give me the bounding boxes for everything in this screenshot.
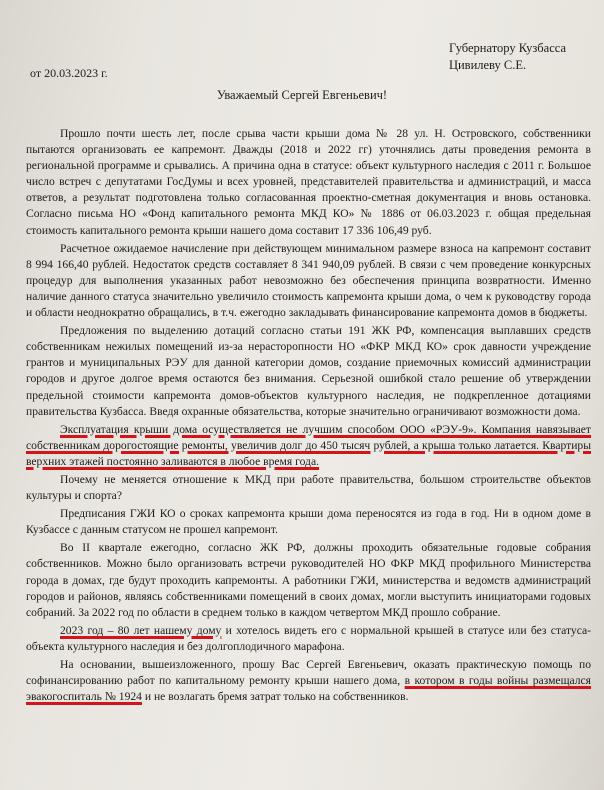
paragraph-9: [26, 657, 591, 705]
highlighted-text: Эксплуатация крыши дома осуществляется не лучшим способом ООО «РЭУ-9». Компания навязывает собственникам дорогостоящие ремонты, увеличив долг до 450 тысяч рублей, а крыша только латается. Квартиры верхних этажей постоянно заливаются в любое время года.: [26, 422, 591, 468]
paragraph-4: [26, 422, 591, 470]
paragraph-3: Предложения по выделению дотаций согласно статьи 191 ЖК РФ, компенсация выплавших средств собственникам нежилых помещений из-за нерасторопности НО «ФКР МКД КО» срок давности учреждение грантов и муниципальных РЭУ для данной категории домов, создание приемочных комиссий администрации городов и другое долгое время остаются без внимания. Серьезной ошибкой стало решение об утверждении предельной стоимости капремонта домов-объектов культурного наследия, не подкрепленное дотациями правительства Кузбасса. Введя охранные обязательства, которые значительно ограничивают возможности дома.: [26, 324, 591, 418]
addressee-title: Губернатору Кузбасса: [448, 41, 566, 55]
paragraph-text: На основании, вышеизложенного, прошу Вас Сергей Евгеньевич, оказать практическую помощь по софинансированию работ по капитальному ремонту крыши нашего дома,: [26, 658, 591, 688]
addressee-block: [449, 40, 566, 74]
paragraph-2: Расчетное ожидаемое начисление при действующем минимальном размере взноса на капремонт составит 8 994 166,40 рублей. Недостаток средств составляет 8 341 940,09 рублей. В связи с чем проведение конкурсных процедур для выполнения указанных работ невозможно без обеспечения принципа возвратности. Именно наличие данного статуса значительно увеличило стоимость капремонта крыши дома, о чем к руководству города и области неоднократно обращались, в т.ч. ежегодно закладывать финансирование капремонта домов в бюджеты.: [26, 241, 591, 320]
highlighted-text: в котором в годы войны размещался эвакогоспиталь № 1924: [26, 674, 592, 704]
paragraph-text: и не возлагать бремя затрат только на собственников.: [141, 690, 409, 704]
paragraph-text: и хотелось видеть его с нормальной крышей в статусе или без статуса-объекта культурного наследия и без долгоплодичного марафона.: [26, 623, 591, 653]
letter-body: [26, 126, 591, 707]
paragraph-6: Предписания ГЖИ КО о сроках капремонта крыши дома переносятся из года в год. Ни в одном доме в Кузбассе с данным статусом не прошел капремонт.: [26, 507, 591, 537]
addressee-name: Цивилеву С.Е.: [448, 58, 527, 72]
paragraph-1: Прошло почти шесть лет, после срыва части крыши дома № 28 ул. Н. Островского, собственники пытаются организовать ее капремонт. Дважды (2018 и 2022 гг) уточнялись даты проведения ремонта в региональной программе и срывались. А причина одна в статусе: объект культурного наследия с 2011 г. Большое число встреч с депутатами ГосДумы и всех уровней, представителей правительства и администраций, и масса ответов, а результат подготовлена только согласованная проектно-сметная документация и вновь остановка. Согласно письма НО «Фонд капитального ремонта МКД КО» № 1886 от 06.03.2023 г. общая предельная стоимость капитального ремонта крыши нашего дома составит 17 336 106,49 руб.: [26, 127, 591, 237]
salutation: Уважаемый Сергей Евгеньевич!: [216, 88, 388, 102]
letter-date: от 20.03.2023 г.: [30, 66, 108, 80]
paragraph-5: Почему не меняется отношение к МКД при работе правительства, большом строительстве объектов культуры и спорта?: [26, 472, 591, 503]
paragraph-8: [26, 623, 591, 655]
paragraph-7: Во II квартале ежегодно, согласно ЖК РФ, должны проходить обязательные годовые собрания собственников. Можно было организовать встречи руководителей НО ФКР МКД профильного Министерства города в домах, где будут проходить капремонты. А работники ГЖИ, министерства и ведомств администраций городов и районов, являясь собственниками помещений в своих домах, могли выступить инициаторами годовых собраний. За 2022 год по области в среднем только в каждом четвертом МКД прошло собрание.: [26, 541, 591, 619]
highlighted-text: 2023 год – 80 лет нашему дому: [60, 623, 222, 637]
